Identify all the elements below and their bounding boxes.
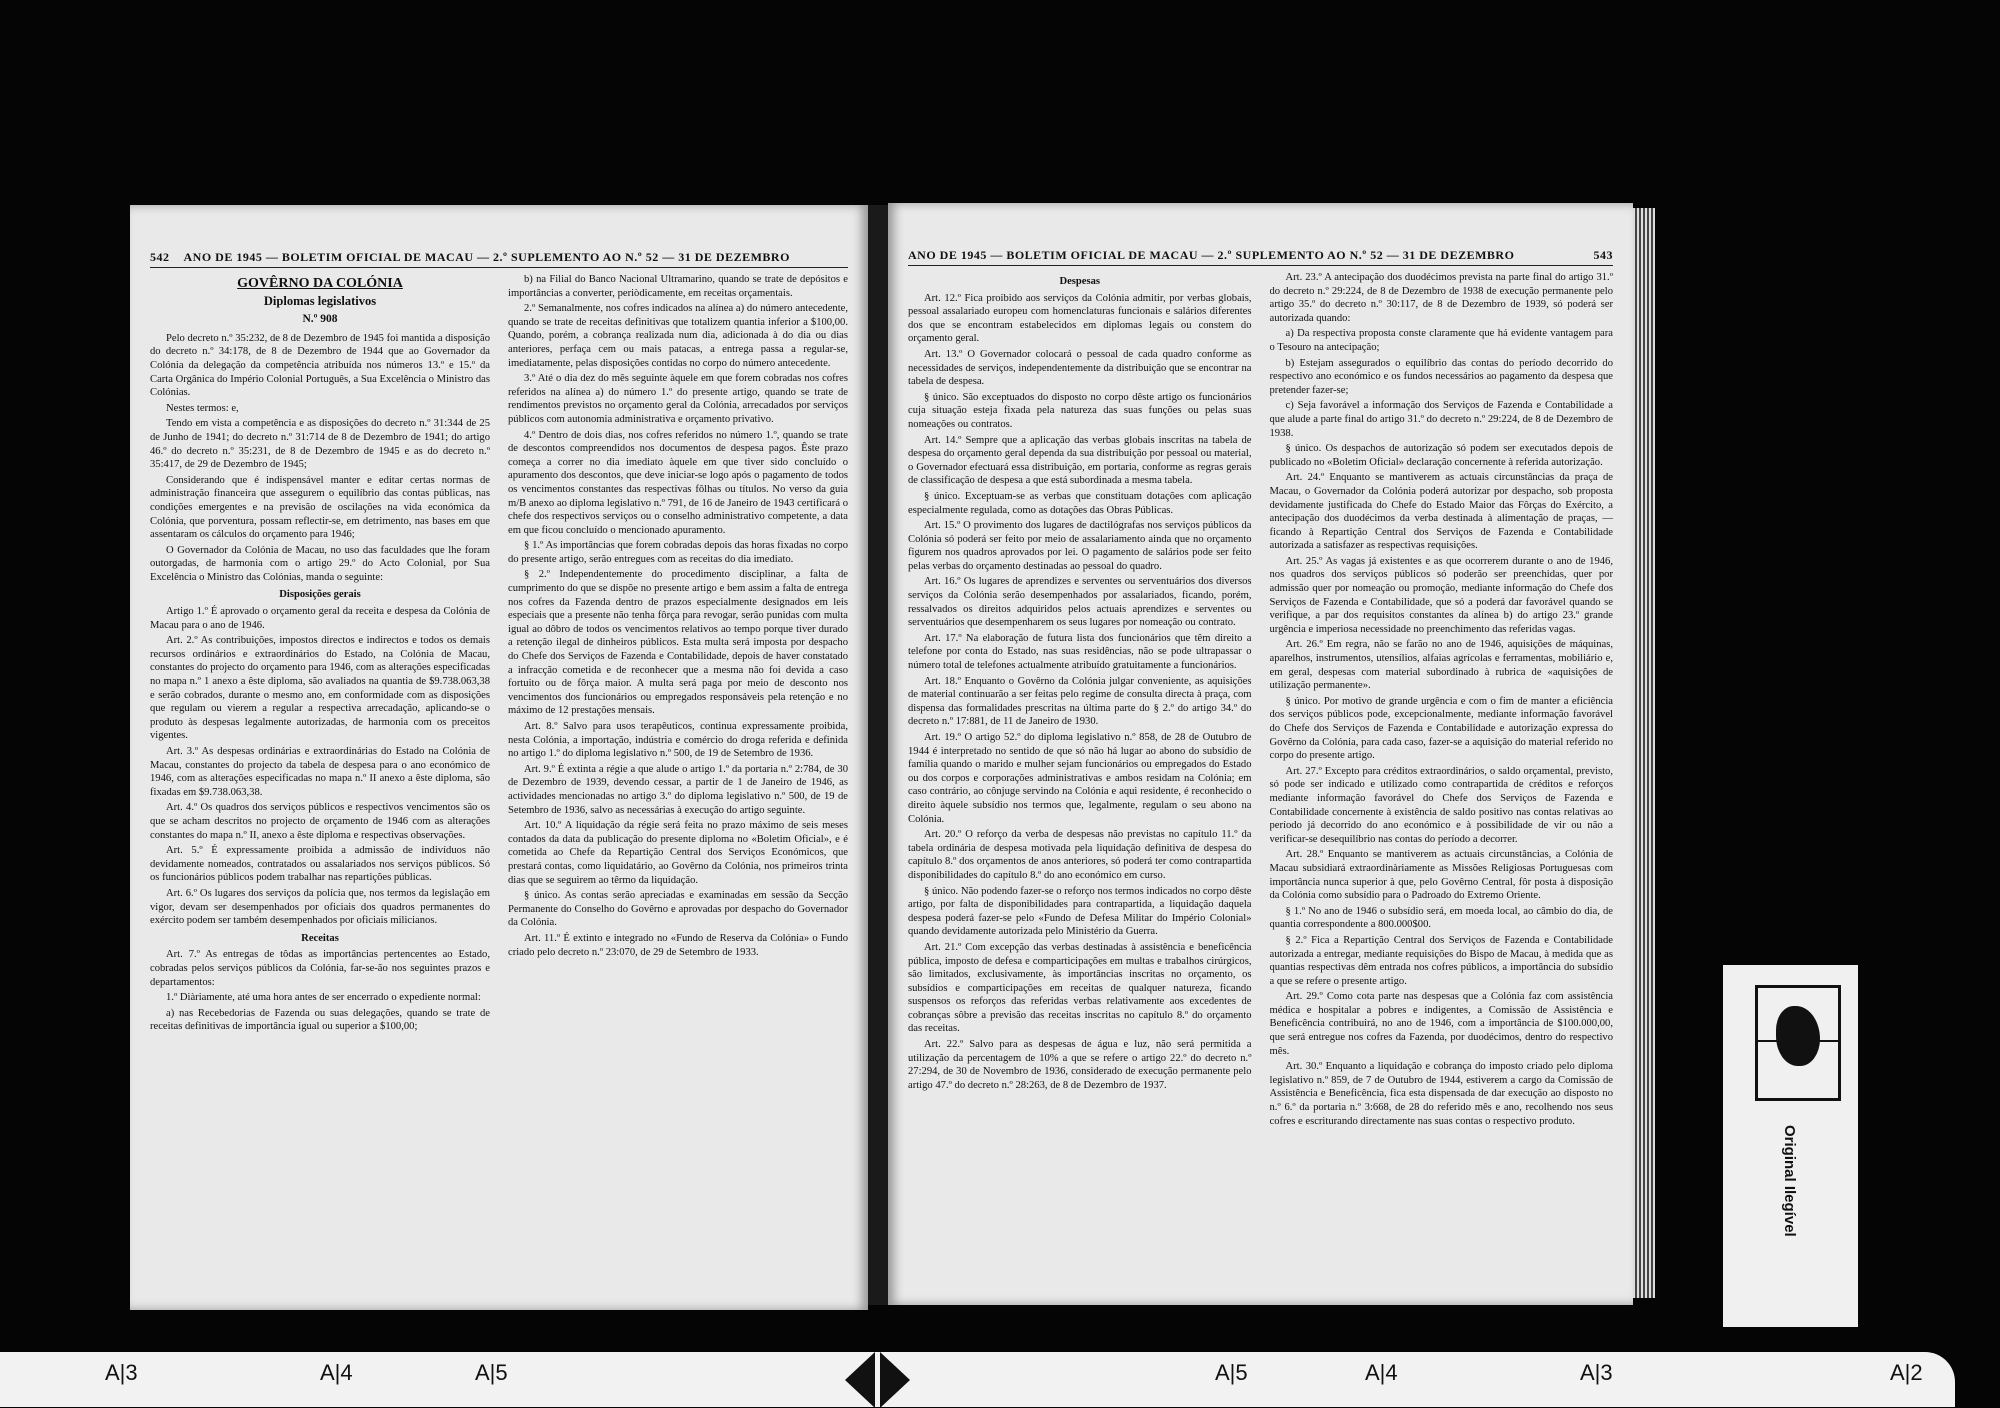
paragraph: Art. 28.º Enquanto se mantiverem as actuais circunstâncias, a Colónia de Macau subsidiará extraordinàriamente as Missões Religiosas Portuguesas com importância nunca superior à que, pelo Govêrno Central, fôr posta à disposição da Colónia como subsídio para o Padroado do Extremo Oriente.: [1269, 849, 1613, 902]
paragraph: a) nas Recebedorias de Fazenda ou suas delegações, quando se trate de receitas definitivas de importância igual ou superior a $100,00;: [150, 1007, 490, 1033]
illegible-original-badge: [1723, 965, 1858, 1327]
paragraph: Tendo em vista a competência e as disposições do decreto n.º 31:344 de 25 de Junho de 1941; do decreto n.º 31:714 de 8 de Dezembro de 1941; do artigo 46.º do decreto n.º 35:231, de 8 de Dezembro de 1945 e as do decreto n.º 35:417, de 29 de Dezembro de 1945;: [150, 418, 490, 471]
paragraph: § único. Por motivo de grande urgência e com o fim de manter a eficiência dos serviços públicos pode, excepcionalmente, mediante informação favorável do Chefe dos Serviços de Fazenda e Contabilidade e autorização expressa do Govêrno da Colónia, para cada caso, fazer-se a aquisição do material referido no corpo do presente artigo.: [1269, 695, 1613, 762]
page-edges: [1633, 208, 1655, 1298]
strip-label: A|3: [105, 1360, 138, 1385]
right-columns: [908, 271, 1613, 1293]
right-column-2: [1270, 271, 1614, 1293]
strip-label: A|4: [1365, 1360, 1398, 1385]
paragraph: § 2.º Fica a Repartição Central dos Serviços de Fazenda e Contabilidade autorizada a entregar, mediante requisições do Bispo de Macau, à medida que as quantias respectivas dêm entrada nos cofres públicos, a importância do subsídio a que se refere o presente artigo.: [1269, 934, 1613, 987]
left-column-2: [508, 273, 848, 1298]
section-subtitle: Diplomas legislativos: [263, 293, 377, 308]
strip-label: A|2: [1890, 1360, 1923, 1385]
paragraph: Art. 7.º As entregas de tôdas as importâncias pertencentes ao Estado, cobradas pelos serviços públicos da Colónia, far-se-ão nos seguintes prazos e departamentos:: [150, 949, 490, 988]
paragraph: 1.º Diàriamente, até uma hora antes de ser encerrado o expediente normal:: [166, 992, 481, 1004]
paragraph: Considerando que é indispensável manter e editar certas normas de administração financeira que assegurem o equilíbrio das contas públicas, nas condições emergentes e na previsão de oscilações na vida económica da Colónia, que porventura, possam reflectir-se, em detrimento, nas bases em que assentaram os cálculos do orçamento para 1946;: [150, 474, 490, 541]
paragraph: Art. 5.º É expressamente proibida a admissão de indivíduos não devidamente nomeados, contratados ou assalariados nos serviços públicos. Só os funcionários públicos podem trabalhar nas repartições públicas.: [150, 845, 490, 884]
paragraph: Art. 27.º Excepto para créditos extraordinários, o saldo orçamental, previsto, só pode ser indicado e utilizado como contrapartida de créditos e reforços mediante informação favorável do Chefe dos Serviços de Fazenda e Contabilidade concernente à existência de saldo positivo nas contas relativas ao período já decorrido do ano económico e à possibilidade de vir ou não a verificar-se desequilíbrio nas contas do período a decorrer.: [1269, 765, 1613, 845]
paragraph: Art. 14.º Sempre que a aplicação das verbas globais inscritas na tabela de despesa do orçamento geral dependa da sua distribuição por pessoal ou material, o Governador efectuará essa distribuição, em portaria, conforme as regras gerais de classificação de despesa a que está subordinada a mesma tabela.: [908, 434, 1252, 487]
paragraph: Art. 11.º É extinto e integrado no «Fundo de Reserva da Colónia» o Fundo criado pelo decreto n.º 23:070, de 29 de Setembro de 1933.: [508, 932, 848, 958]
paragraph: Art. 25.º As vagas já existentes e as que ocorrerem durante o ano de 1946, nos quadros dos serviços públicos só poderão ser preenchidas, quer por admissão quer por nomeação ou promoção, mediante informação do Chefe dos Serviços de Fazenda e Contabilidade, que só a poderá dar favorável quando se verifique, a par dos requisitos constantes da alínea b) do artigo 23.º grande urgência e imperiosa necessidade no preenchimento das referidas vagas.: [1269, 555, 1613, 635]
paragraph: Art. 21.º Com excepção das verbas destinadas à assistência e beneficência pública, imposto de defesa e comparticipações em multas e trabalhos cirúrgicos, são limitados, exclusivamente, às importâncias inscritas no orçamento, os subsídios e comparticipações em receitas de qualquer natureza, ficando suspensos os reforços das referidas verbas relativamente aos excedentes de cobranças sôbre a previsão das receitas inscritas no capítulo 8.º do orçamento das receitas.: [908, 941, 1252, 1035]
subheading-disposicoes: Disposições gerais: [279, 589, 361, 601]
paragraph: § único. As contas serão apreciadas e examinadas em sessão da Secção Permanente do Conselho do Govêrno e aprovadas por despacho do Governador da Colónia.: [508, 890, 848, 929]
paragraph: Nestes termos: e,: [166, 402, 239, 414]
paragraph: Art. 17.º Na elaboração de futura lista dos funcionários que têm direito a telefone por conta do Estado, nas suas residências, não se pode ultrapassar o número total de telefones actualmente atribuído gratuitamente a funcionários.: [908, 632, 1252, 672]
paragraph: Artigo 1.º É aprovado o orçamento geral da receita e despesa da Colónia de Macau para o ano de 1946.: [150, 606, 490, 631]
left-columns: [150, 273, 848, 1298]
paragraph: § único. Não podendo fazer-se o reforço nos termos indicados no corpo dêste artigo, por falta de disponibilidades para contrapartida, a liquidação daquela despesa poderá fazer-se pelo «Fundo de Defesa Militar do Império Colonial» quando devidamente autorizada pelo Ministério da Guerra.: [908, 885, 1252, 938]
paragraph: Art. 29.º Como cota parte nas despesas que a Colónia faz com assistência médica e hospitalar a pobres e indigentes, a Comissão de Assistência e Beneficência contribuirá, no ano de 1946, com a importância de $100.000,00, que será entregue nos cofres da Fazenda, por duodécimos, dentro do respectivo mês.: [1269, 991, 1613, 1057]
left-page-number: 542: [150, 249, 170, 264]
paragraph: § único. Os despachos de autorização só podem ser executados depois de publicado no «Boletim Oficial» declaração concernente à referida autorização.: [1269, 443, 1613, 468]
right-running-head: [908, 245, 1613, 266]
paragraph: Art. 9.º É extinta a régie a que alude o artigo 1.º da portaria n.º 2:784, de 30 de Dezembro de 1939, devendo cessar, a partir de 1 de Janeiro de 1946, as actividades mencionadas no artigo 3.º do diploma legislativo n.º 500, de 19 de Setembro de 1936, salvo as necessárias à execução do artigo seguinte.: [508, 763, 848, 816]
section-title: GOVÊRNO DA COLÓNIA: [237, 276, 403, 291]
paragraph: O Governador da Colónia de Macau, no uso das faculdades que lhe foram outorgadas, de harmonia com o artigo 29.º do Acto Colonial, por Sua Excelência o Ministro das Colónias, manda o seguinte:: [150, 544, 490, 583]
paragraph: Art. 19.º O artigo 52.º do diploma legislativo n.º 858, de 28 de Outubro de 1944 é interpretado no sentido de que só não há lugar ao abono do subsídio de família quando o marido e mulher sejam funcionários ou empregados do Estado ou dos corpos e corporações administrativas e ambos residam na Colónia; em caso contrário, ao cônjuge servindo na Colónia e aqui residente, é reconhecido o direito àquele subsídio nos termos que, legalmente, regulam o seu abono na Colónia.: [908, 732, 1252, 825]
paragraph: Art. 30.º Enquanto a liquidação e cobrança do imposto criado pelo diploma legislativo n.º 859, de 7 de Outubro de 1944, estiverem a cargo da Comissão de Assistência e Beneficência, fica esta dispensada de dar execução ao disposto no n.º 6.º da portaria n.º 3:668, de 28 do referido mês e ano, recolhendo nos seus cofres e escriturando directamente nas suas contas o respectivo produto.: [1269, 1061, 1613, 1127]
paragraph: Art. 22.º Salvo para as despesas de água e luz, não será permitida a utilização da percentagem de 10% a que se refere o artigo 22.º do decreto n.º 27:294, de 30 de Novembro de 1936, considerado de execução permanente pelo artigo 47.º do decreto n.º 28:263, de 8 de Dezembro de 1937.: [908, 1039, 1252, 1091]
paragraph: Art. 20.º O reforço da verba de despesas não previstas no capítulo 11.º da tabela ordinária de despesa motivada pela liquidação definitiva de despesa do capítulo 8.º dos orçamentos de anos anteriores, só poderá ter como contrapartida disponibilidades do capítulo 8.º do ano económico em curso.: [908, 829, 1252, 881]
paragraph: Art. 2.º As contribuições, impostos directos e indirectos e todos os demais recursos ordinários e extraordinários do Estado, na Colónia de Macau, constantes do projecto do orçamento para 1946, com as alterações especificadas no mapa n.º 1 anexo a êste diploma, são avaliados na quantia de $9.738.063,38 e serão cobrados, durante o mesmo ano, em conformidade com as disposições que regulam ou vierem a regular a respectiva arrecadação, aplicando-se o produto às despesas legalmente autorizadas, de harmonia com os preceitos vigentes.: [150, 635, 490, 742]
left-running-head: [150, 247, 848, 268]
strip-label: A|4: [320, 1360, 353, 1385]
illegible-icon: [1755, 985, 1841, 1101]
paragraph: 3.º Até o dia dez do mês seguinte àquele em que forem cobradas nos cofres referidos na alínea a) do número 1.º do presente artigo, quando se trate de rendimentos previstos no orçamento geral da Colónia, arrecadados por serviços públicos com autonomia administrativa e orçamento privativo.: [508, 373, 848, 425]
right-column-1: [908, 271, 1252, 1293]
left-column-1: [150, 273, 490, 1298]
paragraph: 4.º Dentro de dois dias, nos cofres referidos no número 1.º, quando se trate de descontos compreendidos nos documentos de despesa pagos. Êste prazo começa a correr no dia imediato àquele em que tiver sido concluído o apuramento dos descontos, que deve iniciar-se logo após o pagamento de todos os vencimentos constantes das respectivas fôlhas ou títulos. No verso da guia m/B anexo ao diploma legislativo n.º 791, de 16 de Janeiro de 1943 certificará o chefe dos respectivos serviços ou o conselho administrativo competente, a data em que ficou concluído o mencionado apuramento.: [508, 429, 848, 536]
paragraph: Art. 8.º Salvo para usos terapêuticos, continua expressamente proibida, nesta Colónia, a importação, indústria e comércio do droga referida e definida no artigo 1.º do diploma legislativo n.º 500, de 19 de Setembro de 1936.: [508, 721, 848, 760]
right-page: [888, 203, 1633, 1305]
paragraph: Art. 6.º Os lugares dos serviços da polícia que, nos termos da legislação em vigor, devam ser desempenhados por oficiais dos quadros permanentes do exército podem ser também desempenhados por oficiais milicianos.: [150, 887, 490, 927]
left-running-head-text: ANO DE 1945 — BOLETIM OFICIAL DE MACAU — 2.º SUPLEMENTO AO N.º 52 — 31 DE DEZEMBRO: [183, 249, 790, 264]
paragraph: § 1.º No ano de 1946 o subsídio será, em moeda local, ao câmbio do dia, de quantia correspondente a 800.000$00.: [1269, 905, 1613, 931]
strip-label: A|5: [475, 1360, 508, 1385]
paragraph: § 1.º As importâncias que forem cobradas depois das horas fixadas no corpo do presente artigo, serão entregues com as receitas do dia imediato.: [508, 540, 848, 565]
paragraph: § único. Exceptuam-se as verbas que constituam dotações com aplicação especialmente regulada, como as dotações das Obras Públicas.: [908, 490, 1252, 516]
subheading-despesas: Despesas: [1059, 276, 1101, 287]
strip-label: A|5: [1215, 1360, 1248, 1385]
strip-label: A|3: [1580, 1360, 1613, 1385]
paragraph: 2.º Semanalmente, nos cofres indicados na alínea a) do número antecedente, quando se trate de receitas definitivas que totalizem quantia inferior a $100,00. Quando, porém, a cobrança realizada num dia, adicionada à do dia ou dias anteriores, perfaça cem ou mais patacas, a entrega passa a regular-se, imediatamente, pelas disposições contidas no corpo do número antecedente.: [508, 303, 848, 369]
paragraph: Art. 16.º Os lugares de aprendizes e serventes ou serventuários dos diversos serviços da Colónia serão desempenhados por assalariados, ficando, porém, ressalvados os direitos adquiridos pelos actuais aprendizes e serventes ou serventuários que desempenharem os seus lugares por nomeação ou contrato.: [908, 576, 1252, 629]
right-running-head-text: ANO DE 1945 — BOLETIM OFICIAL DE MACAU — 2.º SUPLEMENTO AO N.º 52 — 31 DE DEZEMBRO: [908, 247, 1515, 262]
paragraph: Art. 4.º Os quadros dos serviços públicos e respectivos vencimentos são os que se acham descritos no projecto de orçamento de 1946 com as alterações constantes do mapa n.º II, anexo a êste diploma e respectivas observações.: [150, 802, 490, 841]
paragraph: a) Da respectiva proposta conste claramente que há evidente vantagem para o Tesouro na antecipação;: [1269, 328, 1613, 353]
ink-blot-icon: [1776, 1006, 1820, 1066]
paragraph: Art. 10.º A liquidação da régie será feita no prazo máximo de seis meses contados da data da publicação do presente diploma no «Boletim Oficial», e é cometida ao Chefe da Repartição Central dos Serviços Económicos, que prestará contas, como liquidatário, ao Govêrno da Colónia, nos primeiros trinta dias que se seguirem ao têrmo da liquidação.: [508, 820, 848, 886]
paragraph: § único. São exceptuados do disposto no corpo dêste artigo os funcionários cuja situação esteja fixada pela natureza das suas funções ou pelas suas nomeações ou contratos.: [908, 391, 1252, 430]
paragraph: Art. 23.º A antecipação dos duodécimos prevista na parte final do artigo 31.º do decreto n.º 29:224, de 8 de Dezembro de 1938 de execução permanente pelo artigo 35.º do decreto n.º 30:117, de 8 de Dezembro de 1939, só poderá ser autorizada quando:: [1269, 272, 1613, 324]
badge-note: Original Ilegível: [1781, 1125, 1798, 1237]
paragraph: Pelo decreto n.º 35:232, de 8 de Dezembro de 1945 foi mantida a disposição do decreto n.º 34:178, de 8 de Dezembro de 1944 que ao Governador da Colónia da delegação da competência atribuída nos números 13.º e 15.º da Carta Orgânica do Império Colonial Português, a Sua Excelência o Ministro das Colónias.: [150, 332, 490, 399]
paragraph: c) Seja favorável a informação dos Serviços de Fazenda e Contabilidade a que alude a parte final do artigo 31.º do decreto n.º 29:224, de 8 de Dezembro de 1938.: [1269, 400, 1613, 439]
paragraph: § 2.º Independentemente do procedimento disciplinar, a falta de cumprimento do que se dispõe no presente artigo e bem assim a falta de entrega nos cofres da Fazenda dentro de prazos especialmente designados em leis especiais que a presente não tenha fôrça para revogar, serão punidas com multa igual ao dôbro de todos os vencimentos relativos ao tempo porque tiver durado a retenção ilegal de dinheiros públicos. Esta multa será imposta por despacho do Chefe dos Serviços de Fazenda e Contabilidade, depois de haver constatado a infracção cometida e de reconhecer que a mesma não foi devida a caso fortuito ou de fôrça maior. A multa será paga por meio de desconto nos vencimentos dos funcionários ou empregados responsáveis pela retenção e no máximo de 12 prestações mensais.: [508, 569, 848, 717]
book-gutter: [868, 205, 888, 1305]
left-page: [130, 205, 868, 1310]
paragraph: Art. 3.º As despesas ordinárias e extraordinárias do Estado na Colónia de Macau, constantes do projecto da tabela de despesa para o ano económico de 1946, com as alterações especificadas no mapa n.º II anexo a êste diploma, são fixadas em $9.738.063,38.: [150, 746, 490, 798]
paragraph: Art. 18.º Enquanto o Govêrno da Colónia julgar conveniente, as aquisições de material continuarão a ser feitas pelo regime de consulta directa à praça, com dispensa das formalidades prescritas na última parte do § 2.º do artigo 34.º do decreto n.º 17:881, de 11 de Janeiro de 1930.: [908, 675, 1252, 728]
paragraph: Art. 15.º O provimento dos lugares de dactilógrafas nos serviços públicos da Colónia só poderá ser feito por meio de assalariamento ainda que no orçamento figurem nos quadros aprovados por lei. O pagamento de salários pode ser feito pelas verbas do orçamento destinadas ao pessoal do quadro.: [908, 520, 1252, 572]
right-arrow-icon: [880, 1352, 910, 1408]
paragraph: Art. 12.º Fica proibido aos serviços da Colónia admitir, por verbas globais, pessoal assalariado europeu com homenclaturas funcionais e salários diferentes dos que se encontram estabelecidos em diplomas legais ou constem do orçamento geral.: [908, 292, 1252, 345]
paragraph: Art. 24.º Enquanto se mantiverem as actuais circunstâncias da praça de Macau, o Governador da Colónia poderá autorizar por despacho, sob proposta devidamente justificada do Chefe do Estado Maior das Fôrças do Exército, a antecipação dos duodécimos da verba destinada à alimentação de praças, — ficando à Repartição Central dos Serviços de Fazenda e Contabilidade autorizada a satisfazer as respectivas requisições.: [1269, 472, 1613, 552]
paragraph: Art. 26.º Em regra, não se farão no ano de 1946, aquisições de máquinas, aparelhos, instrumentos, utensílios, alfaias agrícolas e ferramentas, mobiliário e, em geral, despesas com material subordinado à rubrica de «aquisições de utilização permanente».: [1269, 639, 1613, 692]
paragraph: b) na Filial do Banco Nacional Ultramarino, quando se trate de depósitos e importâncias a converter, periòdicamente, em receitas orçamentais.: [508, 274, 848, 299]
diploma-number: N.º 908: [302, 313, 338, 326]
subheading-receitas: Receitas: [301, 932, 339, 944]
paragraph: Art. 13.º O Governador colocará o pessoal de cada quadro conforme as necessidades de serviços, independentemente da distribuição que se encontrar na tabela de despesa.: [908, 348, 1252, 388]
right-page-number: 543: [1593, 247, 1613, 262]
size-reference-strip: [0, 1352, 1955, 1407]
paragraph: b) Estejam assegurados o equilíbrio das contas do período decorrido do respectivo ano económico e os fundos necessários ao pagamento da despesa que pretender fazer-se;: [1269, 357, 1613, 396]
left-arrow-icon: [845, 1352, 875, 1408]
